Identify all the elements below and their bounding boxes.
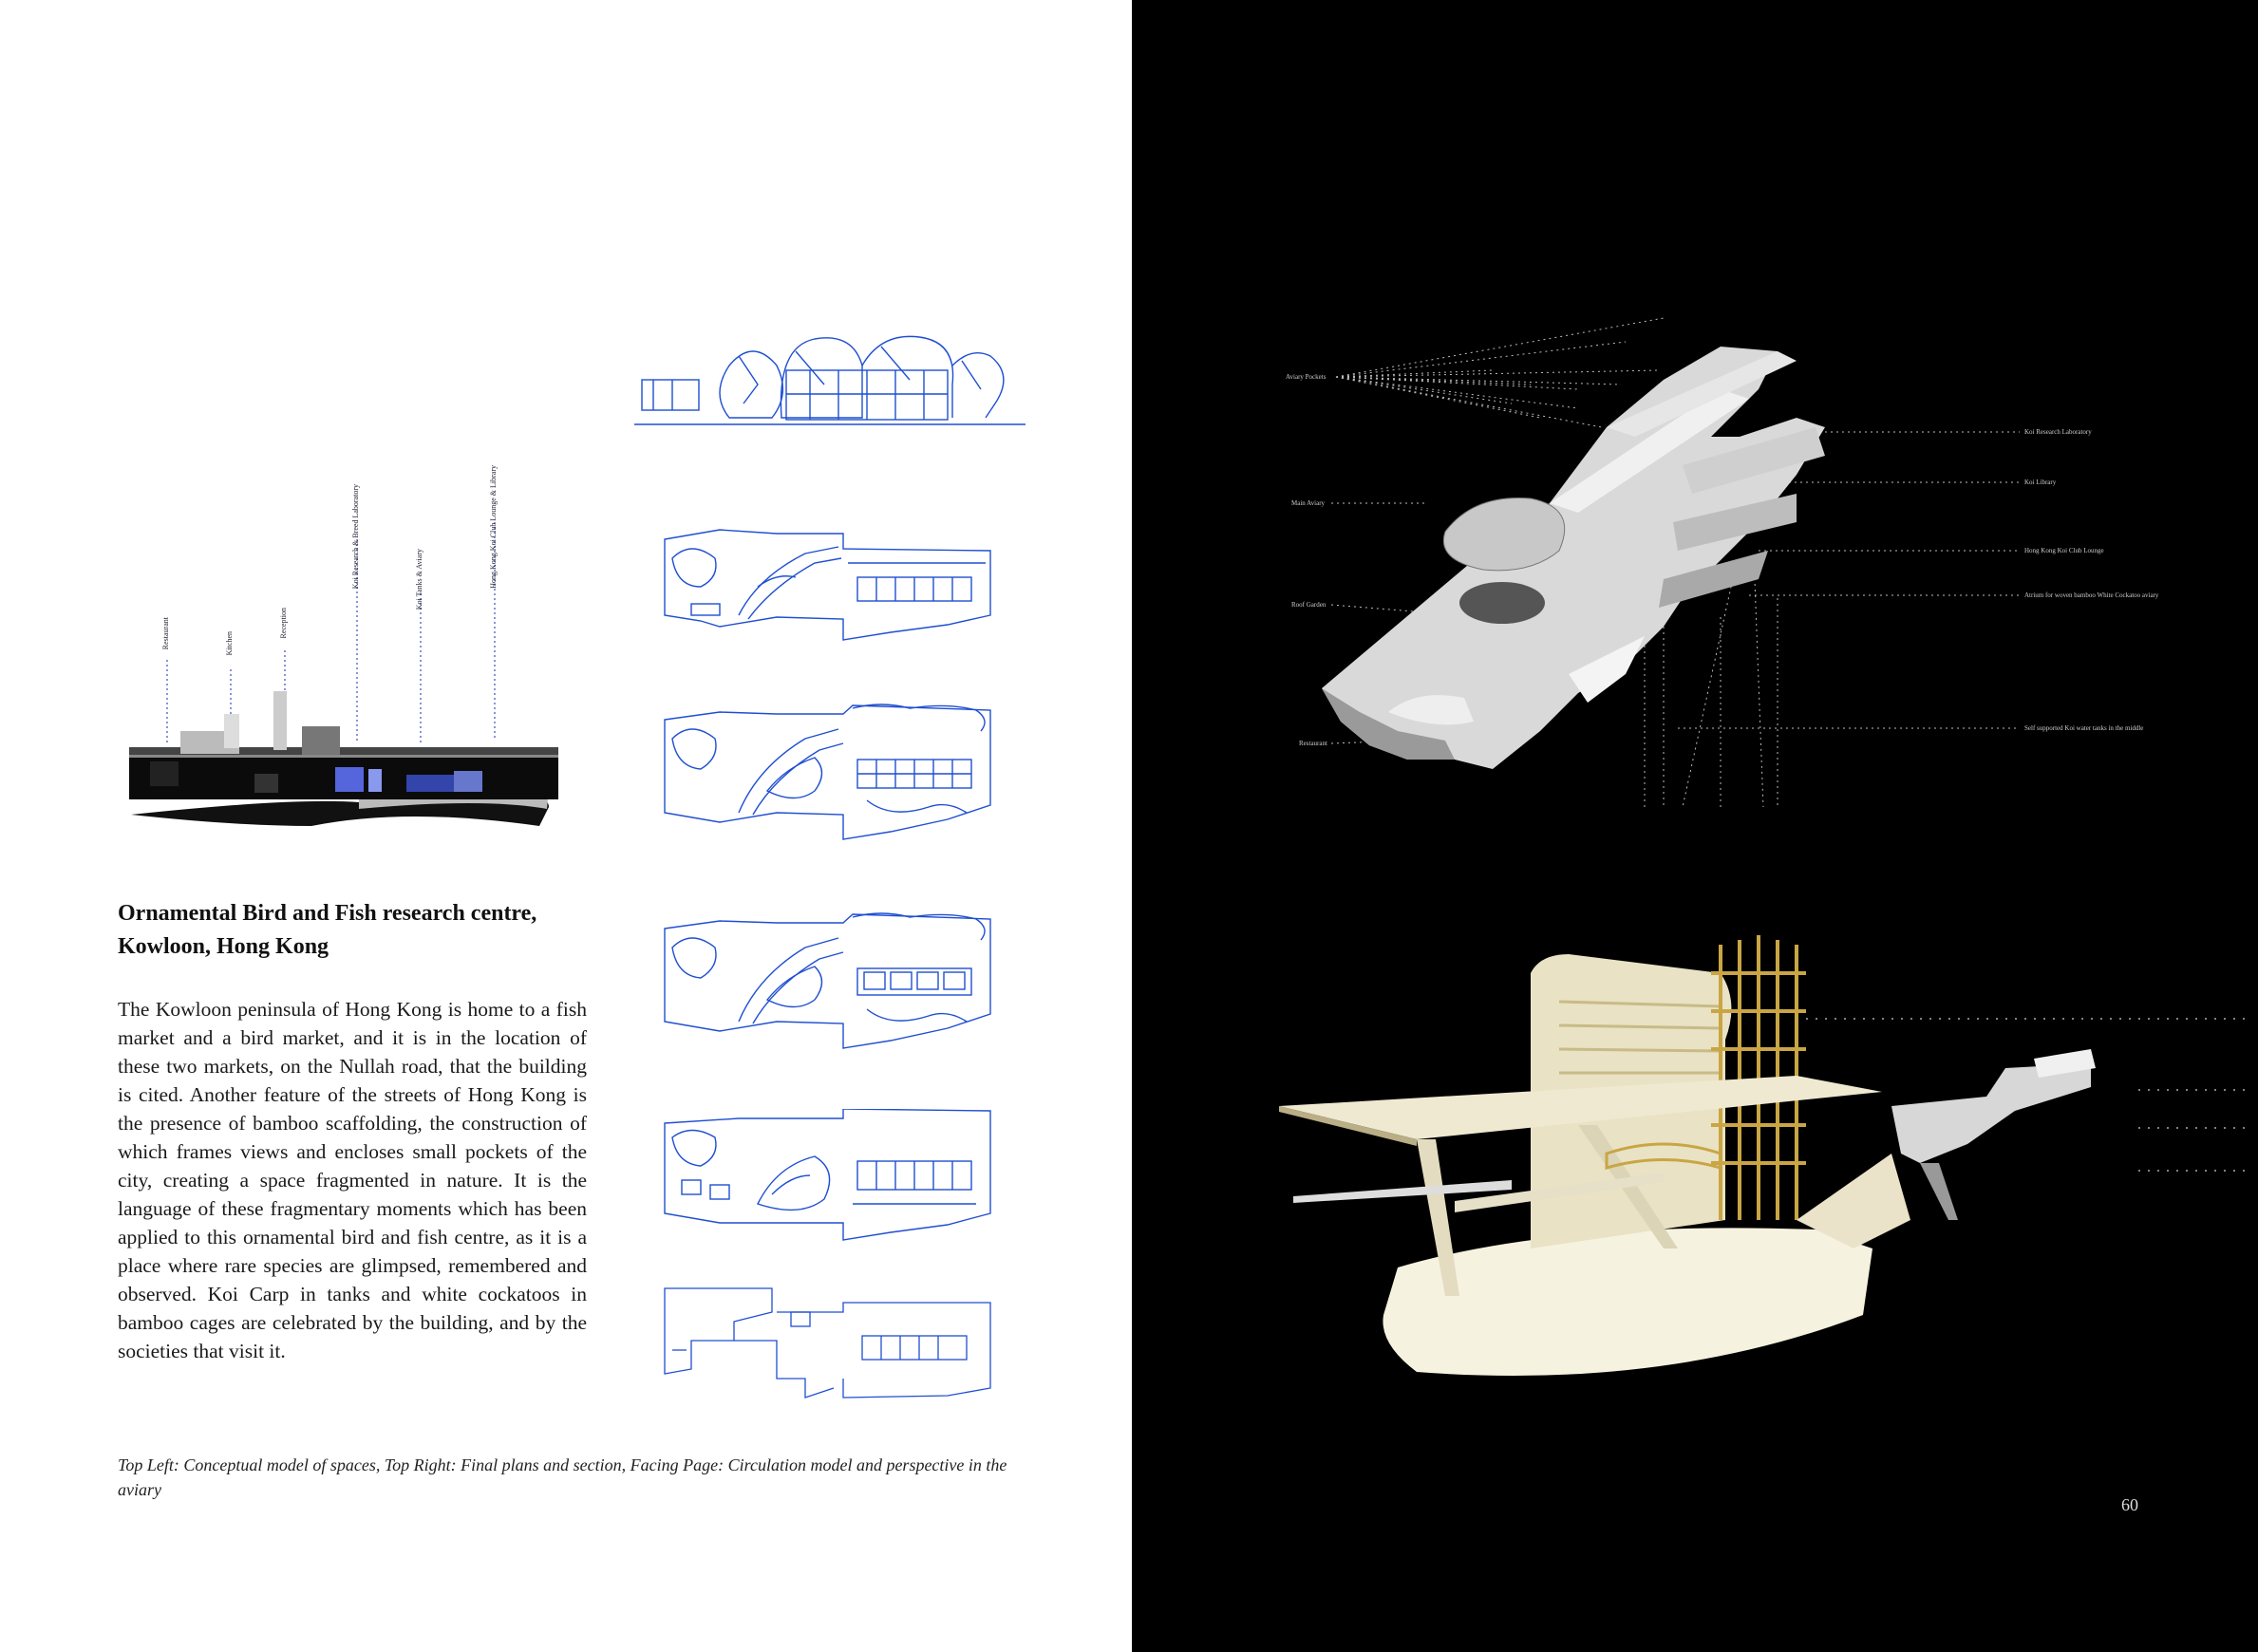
circ-label-koi-club-lounge: Hong Kong Koi Club Lounge bbox=[2024, 547, 2104, 554]
floor-plan-4 bbox=[663, 1109, 997, 1242]
floor-plan-2 bbox=[663, 701, 997, 843]
floor-plan-3 bbox=[663, 910, 997, 1052]
circ-label-main-aviary: Main Aviary bbox=[1291, 499, 1326, 507]
concept-label-reception: Reception bbox=[279, 608, 288, 639]
circ-label-aviary-pockets: Aviary Pockets bbox=[1286, 373, 1327, 381]
concept-label-koi-tanks: Koi Tanks & Aviary bbox=[415, 549, 423, 610]
circ-label-roof-garden: Roof Garden bbox=[1291, 601, 1327, 609]
concept-label-kitchen: Kitchen bbox=[225, 631, 234, 656]
circ-label-koi-library: Koi Library bbox=[2024, 479, 2057, 486]
right-page bbox=[1132, 0, 2258, 1652]
conceptual-model-image bbox=[122, 465, 568, 835]
figure-caption: Top Left: Conceptual model of spaces, Top Right: Final plans and section, Facing Page: Circulation model and perspective in the aviary bbox=[118, 1455, 1007, 1499]
page-number: 60 bbox=[2121, 1495, 2138, 1514]
circ-label-atrium: Atrium for woven bamboo White Cockatoo aviary bbox=[2024, 591, 2159, 599]
concept-label-koi-club: Hong Kong Koi Club Lounge & Library bbox=[489, 465, 498, 589]
floor-plan-1 bbox=[663, 520, 997, 644]
project-description: The Kowloon peninsula of Hong Kong is home to a fish market and a bird market, and it is in the location of these two markets, on the Nullah road, that the building is cited. Another feature of the streets of Hong Kong is the presence of bamboo scaffolding, the construction of which frames views and encloses small pockets of the city, creating a space fragmented in nature. It is the language of these fragmentary moments which has been applied to this ornamental bird and fish centre, as it is a place where rare species are glimpsed, remembered and observed. Koi Carp in tanks and white cockatoos in bamboo cages are celebrated by the building, and by the societies that visit it. bbox=[118, 998, 587, 1362]
project-heading: Ornamental Bird and Fish research centre, Kowloon, Hong Kong bbox=[118, 901, 537, 959]
circ-label-restaurant: Restaurant bbox=[1299, 740, 1327, 747]
concept-label-koi-lab: Koi Research & Breed Laboratory bbox=[351, 484, 360, 590]
concept-label-restaurant: Restaurant bbox=[161, 617, 170, 650]
section-drawing bbox=[634, 328, 1026, 432]
circ-label-koi-research-lab: Koi Research Laboratory bbox=[2024, 428, 2092, 436]
circulation-model-image bbox=[1132, 313, 2258, 826]
floor-plan-5 bbox=[663, 1284, 997, 1402]
aviary-perspective-image bbox=[1132, 935, 2258, 1386]
circ-label-koi-tanks: Self supported Koi water tanks in the middle bbox=[2024, 724, 2144, 732]
